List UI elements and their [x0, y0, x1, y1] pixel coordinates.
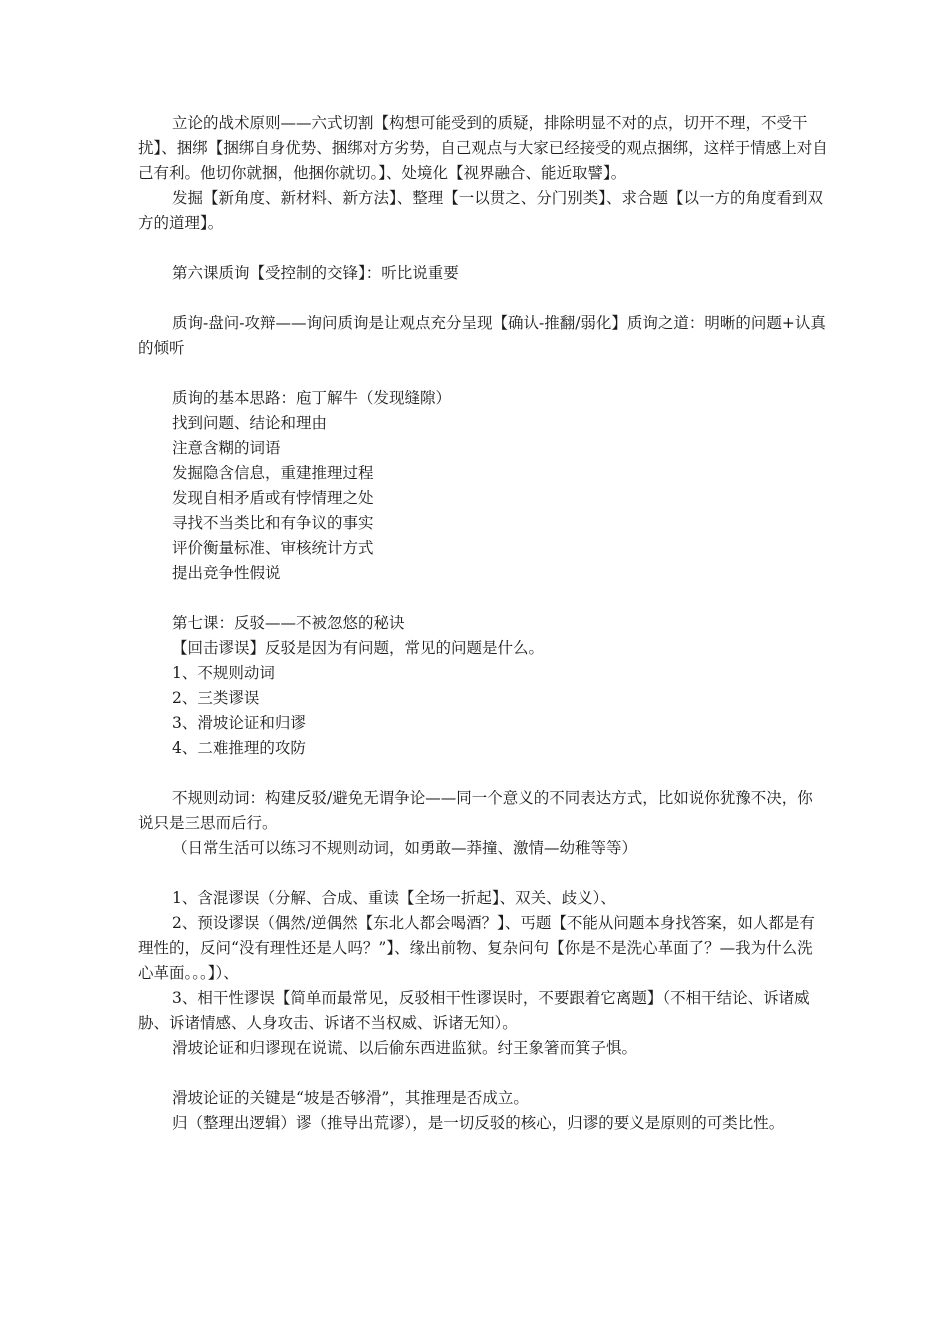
paragraph-relevance-fallacy: 3、相干性谬误【简单而最常见，反驳相干性谬误时，不要跟着它离题】（不相干结论、诉诸威胁、诉诸情感、人身攻击、诉诸不当权威、诉诸无知）。: [138, 989, 810, 1032]
paragraph-irregular-verbs: 不规则动词：构建反驳/避免无谓争论——同一个意义的不同表达方式，比如说你犹豫不决，你说只是三思而后行。: [138, 789, 813, 832]
list-item: 找到问题、结论和理由: [172, 414, 328, 432]
paragraph-argument-tactics: 立论的战术原则——六式切割【构想可能受到的质疑，排除明显不对的点，切开不理，不受干扰】、捆绑【捆绑自身优势、捆绑对方劣势，自己观点与大家已经接受的观点捆绑，这样于情感上对自己有利。他切你就捆，他捆你就切。】、处境化【视界融合、能近取譬】。: [138, 114, 828, 182]
spacer: [138, 586, 828, 611]
list-item: 提出竞争性假说: [172, 564, 281, 582]
list-item: 发掘隐含信息，重建推理过程: [172, 464, 374, 482]
paragraph-reductio: 归（整理出逻辑）谬（推导出荒谬），是一切反驳的核心，归谬的要义是原则的可类比性。: [172, 1114, 785, 1132]
heading-lesson-six: 第六课质询【受控制的交锋】：听比说重要: [172, 264, 459, 282]
list-item: 评价衡量标准、审核统计方式: [172, 539, 374, 557]
spacer: [138, 286, 828, 311]
paragraph-irregular-verbs-practice: （日常生活可以练习不规则动词，如勇敢—莽撞、激情—幼稚等等）: [172, 839, 638, 857]
document-body: [138, 111, 828, 1136]
paragraph-presumption-fallacy: 2、预设谬误（偶然/逆偶然【东北人都会喝酒？】、丐题【不能从问题本身找答案，如人都是有理性的，反问“没有理性还是人吗？”】、缘出前物、复杂问句【你是不是洗心革面了？—我为什么洗心革面。。。】）、: [138, 914, 815, 982]
list-item: 3、滑坡论证和归谬: [172, 714, 306, 732]
spacer: [138, 861, 828, 886]
spacer: [138, 761, 828, 786]
paragraph-counter-fallacy: 【回击谬误】反驳是因为有问题，常见的问题是什么。: [172, 639, 545, 657]
list-item: 寻找不当类比和有争议的事实: [172, 514, 374, 532]
spacer: [138, 1061, 828, 1086]
heading-lesson-seven: 第七课：反驳——不被忽悠的秘诀: [172, 614, 405, 632]
paragraph-slippery-slope-key: 滑坡论证的关键是“坡是否够滑”，其推理是否成立。: [172, 1089, 529, 1107]
spacer: [138, 361, 828, 386]
paragraph-questioning-definition: 质询-盘问-攻辩——询问质询是让观点充分呈现【确认-推翻/弱化】质询之道：明晰的问题+认真的倾听: [138, 314, 826, 357]
paragraph-questioning-approach: 质询的基本思路：庖丁解牛（发现缝隙）: [172, 389, 452, 407]
paragraph-exploration: 发掘【新角度、新材料、新方法】、整理【一以贯之、分门别类】、求合题【以一方的角度看到双方的道理】。: [138, 189, 824, 232]
list-item: 发现自相矛盾或有悖情理之处: [172, 489, 374, 507]
list-item: 注意含糊的词语: [172, 439, 281, 457]
spacer: [138, 236, 828, 261]
list-item: 4、二难推理的攻防: [172, 739, 306, 757]
list-item: 1、不规则动词: [172, 664, 275, 682]
paragraph-slippery-slope-example: 滑坡论证和归谬现在说谎、以后偷东西进监狱。纣王象箸而箕子惧。: [172, 1039, 638, 1057]
list-item: 2、三类谬误: [172, 689, 260, 707]
paragraph-ambiguity-fallacy: 1、含混谬误（分解、合成、重读【全场一折起】、双关、歧义）、: [172, 889, 616, 907]
